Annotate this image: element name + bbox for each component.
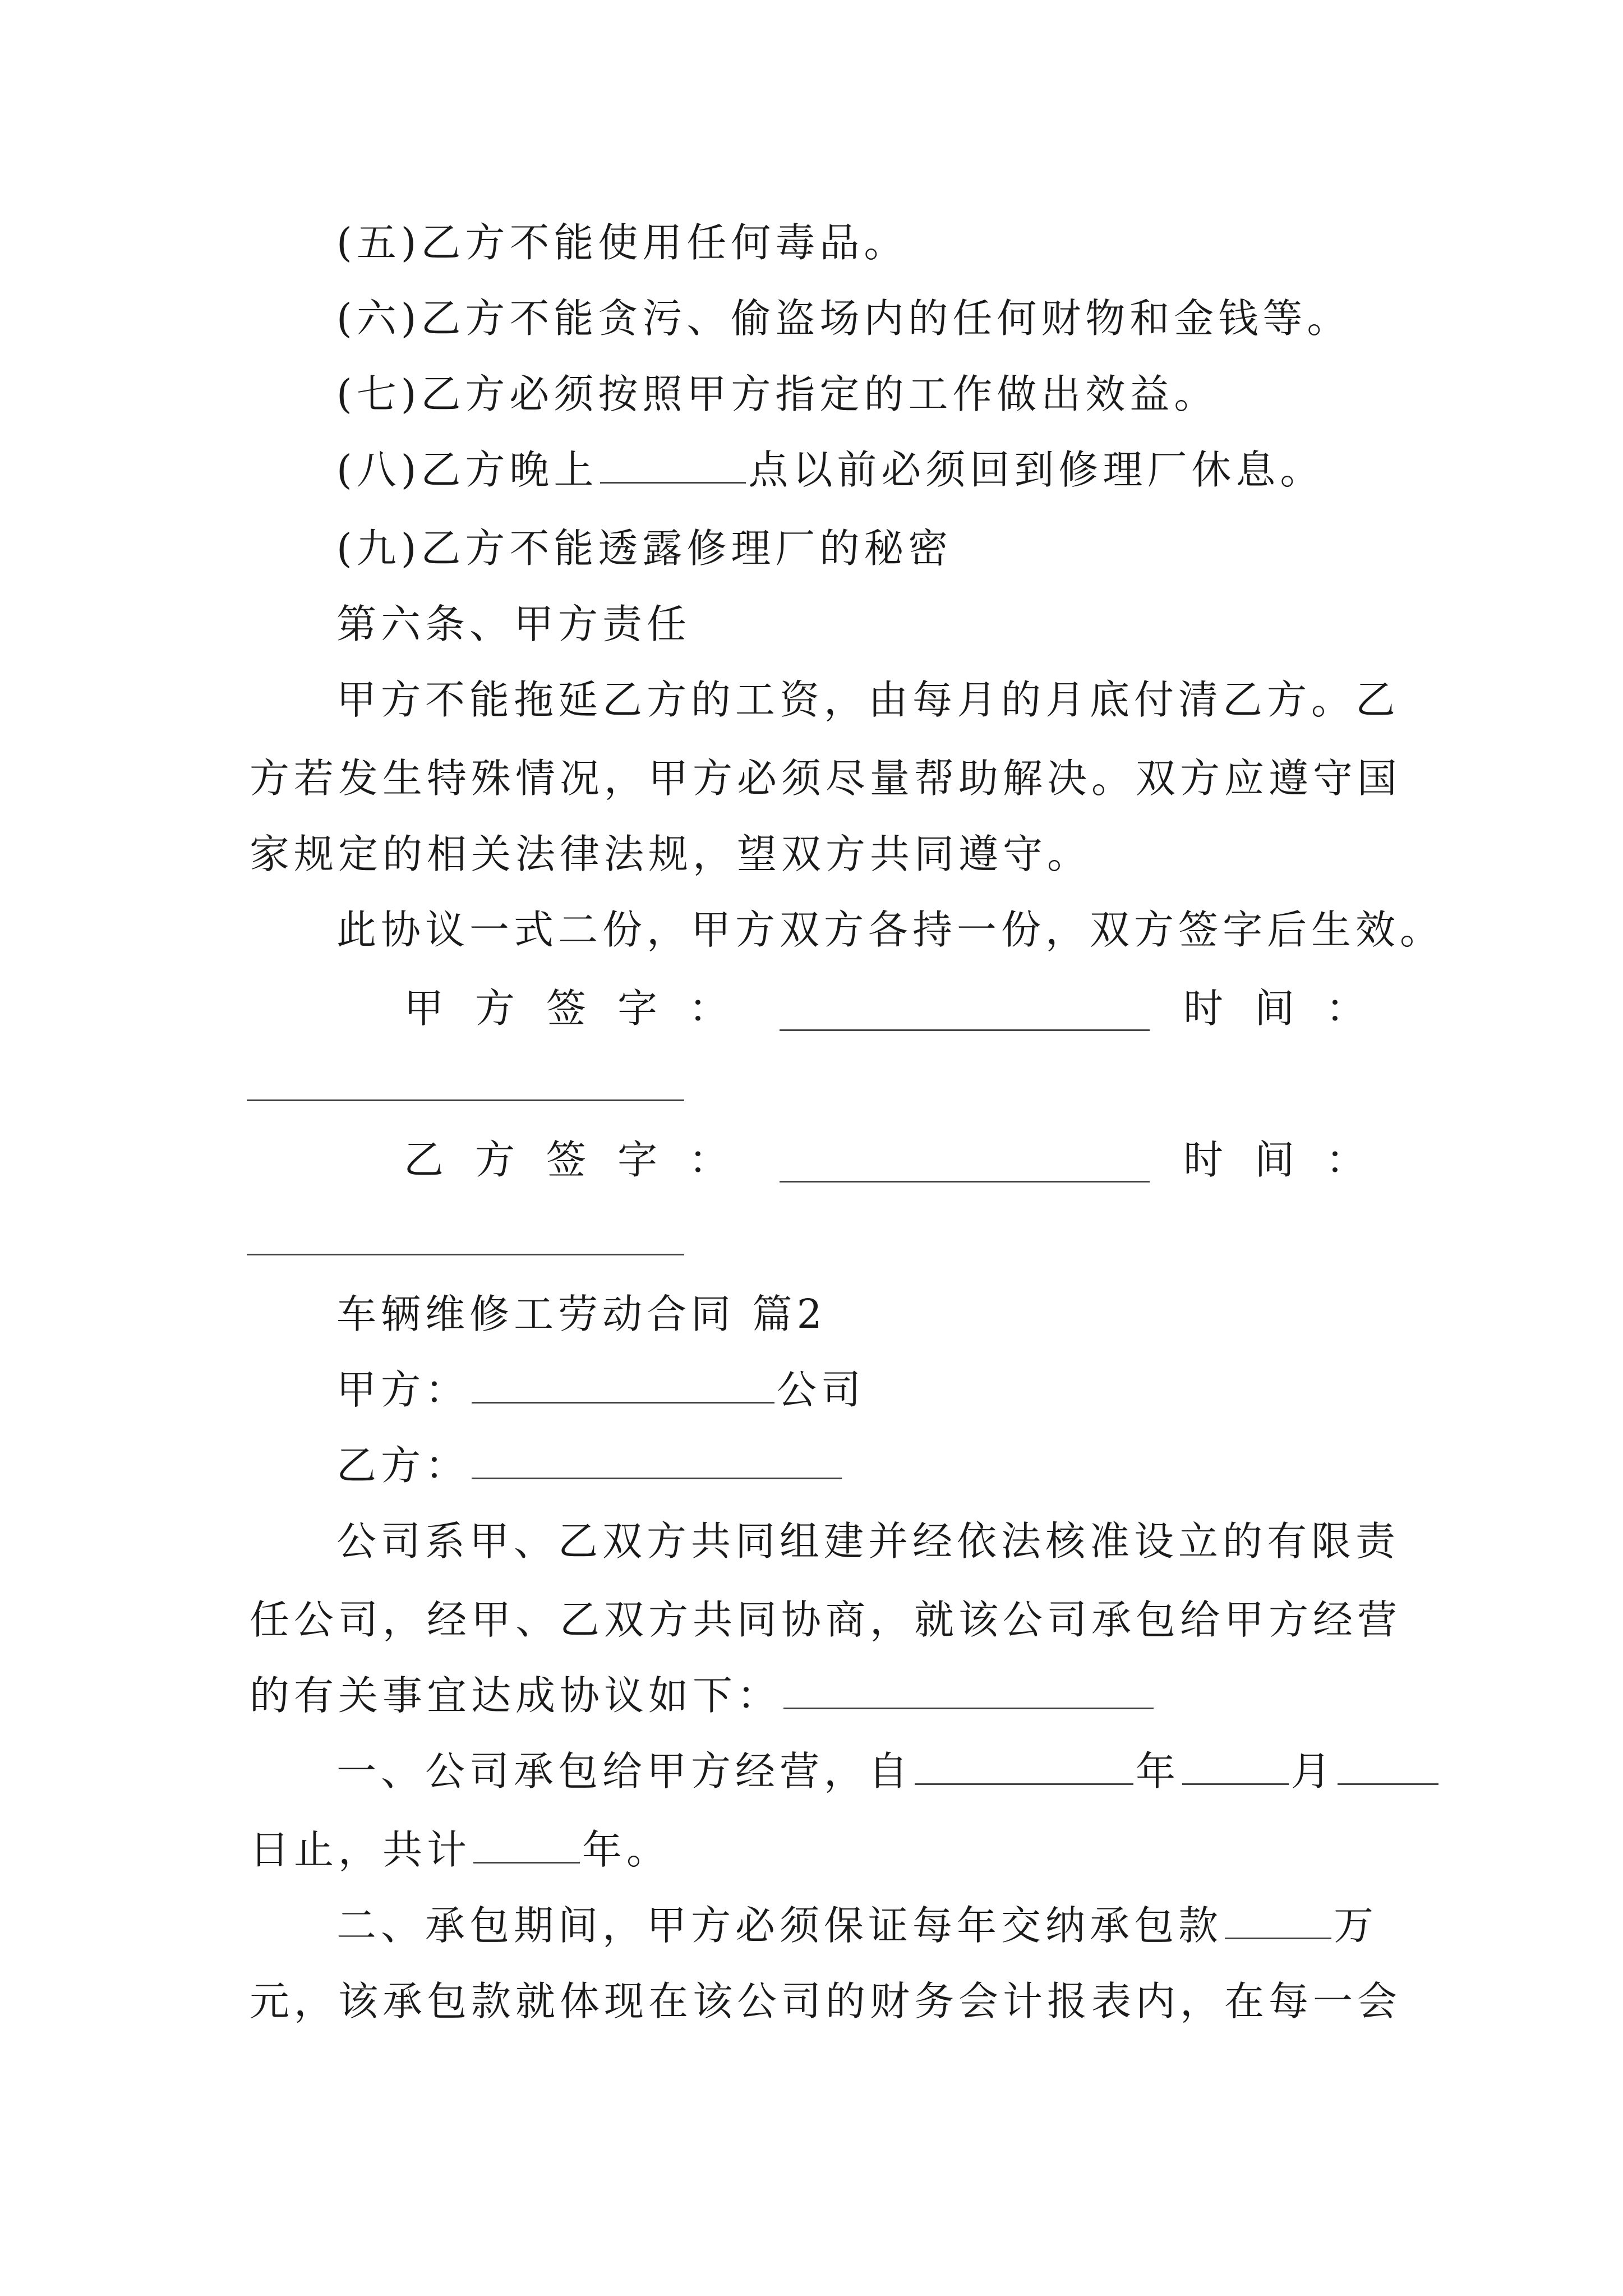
text: 公司 [777, 1366, 866, 1413]
paragraph-line [250, 1669, 1382, 1722]
party-b-line [336, 1439, 1469, 1492]
time-line [247, 1254, 684, 1255]
text: (六)乙方不能贪污、偷盗场内的任何财物和金钱等。 [336, 295, 1352, 342]
text: 任公司，经甲、乙双方共同协商，就该公司承包给甲方经营 [250, 1596, 1402, 1643]
text: 年 [1136, 1748, 1181, 1795]
text: 家规定的相关法律法规，望双方共同遵守。 [250, 831, 1092, 877]
blank-field [1225, 1903, 1331, 1939]
text: 此协议一式二份，甲方双方各持一份，双方签字后生效。 [336, 907, 1445, 953]
signature-line [780, 1029, 1150, 1031]
paragraph-line [250, 752, 1402, 805]
party-b-signature-label: 乙方签字： [404, 1137, 760, 1183]
party-b-time-label: 时间： [1183, 1137, 1398, 1183]
text: 年。 [582, 1826, 671, 1873]
clause-7 [336, 367, 1469, 421]
party-a-time-label: 时间： [1183, 985, 1398, 1032]
party-a-signature-label: 甲方签字： [404, 985, 760, 1032]
text: 方若发生特殊情况，甲方必须尽量帮助解决。双方应遵守国 [250, 755, 1402, 802]
section-title [336, 1287, 1469, 1341]
blank-field [473, 1827, 580, 1864]
paragraph-line [250, 827, 1382, 881]
text: 甲方不能拖延乙方的工资，由每月的月底付清乙方。乙 [336, 677, 1400, 723]
text: 点以前必须回到修理厂休息。 [748, 447, 1325, 493]
text: 月 [1291, 1748, 1336, 1795]
text: 车辆维修工劳动合同 篇2 [336, 1291, 827, 1337]
text: 日止，共计 [250, 1826, 472, 1873]
paragraph-line [336, 1515, 1469, 1568]
time-line [247, 1099, 684, 1101]
text: (九)乙方不能透露修理厂的秘密 [336, 525, 953, 572]
paragraph-line [336, 673, 1469, 726]
text: (八)乙方晚上 [336, 447, 598, 493]
text: 的有关事宜达成协议如下： [250, 1672, 782, 1719]
text: 元，该承包款就体现在该公司的财务会计报表内，在每一会 [250, 1978, 1402, 2024]
text: 甲方： [336, 1366, 470, 1413]
clause-6 [336, 292, 1469, 345]
blank-field [600, 447, 746, 484]
blank-field [472, 1443, 842, 1479]
blank-field [1338, 1749, 1438, 1785]
text: 乙方： [336, 1442, 470, 1489]
blank-field [1182, 1749, 1289, 1785]
text: 万 [1334, 1902, 1378, 1949]
text: (七)乙方必须按照甲方指定的工作做出效益。 [336, 371, 1219, 417]
text: 第六条、甲方责任 [336, 601, 691, 647]
text: 一、公司承包给甲方经营，自 [336, 1748, 913, 1795]
paragraph-line [336, 1745, 1469, 1798]
blank-field [783, 1673, 1154, 1709]
blank-field [472, 1367, 774, 1404]
article-6-heading [336, 597, 1469, 651]
party-a-line [336, 1363, 1469, 1416]
paragraph-line [250, 1975, 1402, 2028]
clause-8 [336, 443, 1469, 496]
text: 二、承包期间，甲方必须保证每年交纳承包款 [336, 1902, 1223, 1949]
signature-line [780, 1181, 1150, 1182]
blank-field [915, 1749, 1133, 1785]
paragraph-line [250, 1823, 1382, 1876]
clause-5 [336, 216, 1469, 269]
paragraph-line [336, 903, 1469, 956]
text: 公司系甲、乙双方共同组建并经依法核准设立的有限责 [336, 1518, 1400, 1565]
paragraph-line [250, 1593, 1402, 1646]
text: (五)乙方不能使用任何毒品。 [336, 219, 909, 266]
clause-9 [336, 522, 1469, 575]
paragraph-line [336, 1899, 1469, 1952]
